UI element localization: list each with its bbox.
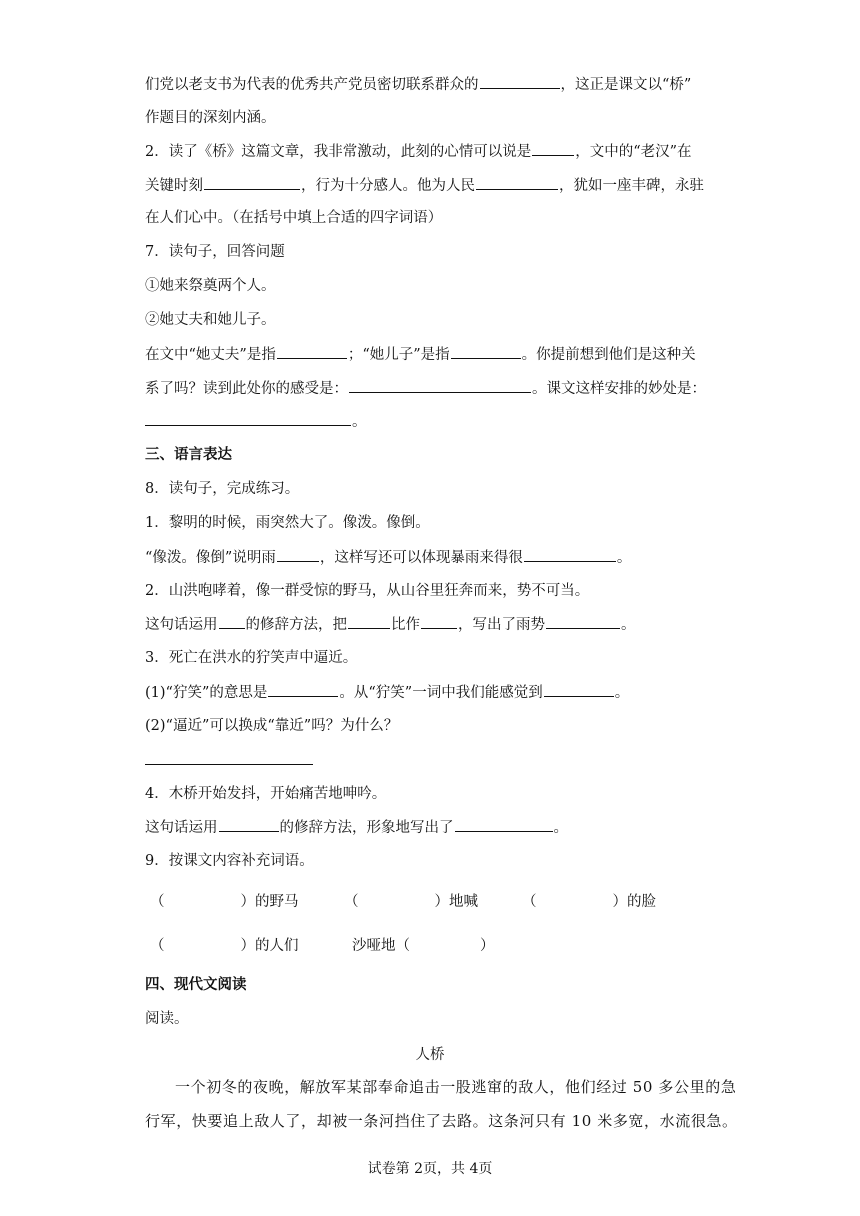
paren-close: ）: [434, 894, 449, 910]
line-text: ，文中的“老汉”在: [575, 144, 692, 160]
answer-blank[interactable]: [349, 378, 531, 393]
answer-blank[interactable]: [421, 614, 457, 629]
text-line: 3．死亡在洪水的狞笑声中逼近。: [145, 650, 358, 666]
line-text: ，写出了雨势: [458, 617, 545, 633]
paren-open: （: [150, 938, 165, 954]
line-text: ，这样写还可以体现暴雨来得很: [319, 550, 523, 566]
fill-in-item[interactable]: [344, 890, 478, 911]
text-line: [145, 344, 696, 365]
answer-blank[interactable]: [219, 817, 279, 832]
text-line: [145, 547, 631, 568]
answer-blank[interactable]: [532, 141, 574, 156]
line-text: 这句话运用: [145, 617, 218, 633]
text-line: 在人们心中。（在括号中填上合适的四字词语）: [145, 210, 443, 226]
passage-line: 一个初冬的夜晚，解放军某部奉命追击一股逃窜的敌人，他们经过 50 多公里的急: [175, 1078, 737, 1096]
answer-blank[interactable]: [480, 74, 560, 89]
text-line: [145, 175, 704, 196]
text-line: [145, 411, 367, 432]
item-text: 的脸: [627, 894, 656, 910]
line-text: (1)“狞笑”的意思是: [145, 685, 268, 701]
item-text: 的人们: [255, 938, 299, 954]
text-line: [145, 750, 314, 771]
answer-blank[interactable]: [219, 614, 245, 629]
line-text: 关键时刻: [145, 178, 203, 194]
line-text: 。从“狞笑”一词中我们能感觉到: [339, 685, 543, 701]
answer-blank[interactable]: [145, 750, 313, 765]
answer-blank[interactable]: [546, 614, 620, 629]
answer-blank[interactable]: [476, 175, 558, 190]
paren-open: （: [344, 894, 359, 910]
answer-blank[interactable]: [544, 682, 614, 697]
text-line: [145, 74, 691, 95]
line-text: 系了吗？读到此处你的感受是：: [145, 381, 348, 397]
text-line: 1．黎明的时候，雨突然大了。像泼。像倒。: [145, 515, 430, 531]
line-text: ，这正是课文以“桥”: [560, 77, 692, 93]
answer-blank[interactable]: [268, 682, 338, 697]
text-line: [145, 817, 568, 838]
fill-in-item[interactable]: [150, 890, 299, 911]
text-line: [145, 378, 706, 399]
item-text: 地喊: [449, 894, 478, 910]
text-line: ②她丈夫和她儿子。: [145, 312, 276, 328]
line-text: 在文中“她丈夫”是指: [145, 347, 276, 363]
line-text: 的修辞方法，把: [245, 617, 347, 633]
line-text: ；“她儿子”是指: [347, 347, 450, 363]
text-line: 作题目的深刻内涵。: [145, 110, 276, 126]
text-line: [145, 141, 692, 162]
line-text: 的修辞方法，形象地写出了: [279, 820, 454, 836]
page-footer: 试卷第 2页，共 4页: [367, 1161, 493, 1177]
question-heading: 9．按课文内容补充词语。: [145, 853, 314, 869]
paren-close: ）: [240, 894, 255, 910]
line-text: 。: [352, 414, 367, 430]
answer-blank[interactable]: [455, 817, 553, 832]
line-text: “像泼。像倒”说明雨: [145, 550, 276, 566]
text-line: [145, 614, 636, 635]
fill-in-item[interactable]: [150, 934, 299, 955]
text-line: 2．山洪咆哮着，像一群受惊的野马，从山谷里狂奔而来，势不可当。: [145, 583, 590, 599]
line-text: 。课文这样安排的妙处是：: [532, 381, 706, 397]
line-text: 。: [621, 617, 636, 633]
text-line: [145, 682, 629, 703]
paren-open: （: [150, 894, 165, 910]
line-text: 。: [616, 550, 632, 566]
item-text: 沙哑地（: [352, 938, 410, 954]
answer-blank[interactable]: [277, 547, 319, 562]
line-text: 们党以老支书为代表的优秀共产党员密切联系群众的: [145, 77, 479, 93]
line-text: 。: [553, 820, 568, 836]
question-heading: 8．读句子，完成练习。: [145, 481, 300, 497]
line-text: ，行为十分感人。他为人民: [301, 178, 475, 194]
line-text: 。: [614, 685, 630, 701]
text-line: 4．木桥开始发抖，开始痛苦地呻吟。: [145, 786, 387, 802]
paren-close: ）: [612, 894, 627, 910]
answer-blank[interactable]: [451, 344, 521, 359]
line-text: 比作: [391, 617, 420, 633]
line-text: 。你提前想到他们是这种关: [521, 347, 696, 363]
fill-in-item[interactable]: [352, 934, 495, 955]
section-heading: 四、现代文阅读: [145, 976, 247, 993]
paren-open: （: [522, 894, 537, 910]
passage-line: 行军，快要追上敌人了，却被一条河挡住了去路。这条河只有 10 米多宽，水流很急。: [145, 1112, 738, 1130]
line-text: 这句话运用: [145, 820, 218, 836]
text-line: 阅读。: [145, 1011, 189, 1027]
question-heading: 7．读句子，回答问题: [145, 244, 285, 260]
line-text: ，犹如一座丰碑，永驻: [559, 178, 704, 194]
text-line: ①她来祭奠两个人。: [145, 278, 276, 294]
line-text: 2．读了《桥》这篇文章，我非常激动，此刻的心情可以说是: [145, 144, 532, 160]
passage-title: 人桥: [415, 1047, 445, 1063]
text-line: (2)“逼近”可以换成“靠近”吗？为什么？: [145, 718, 399, 734]
paren-close: ）: [240, 938, 255, 954]
fill-in-item[interactable]: [522, 890, 656, 911]
answer-blank[interactable]: [277, 344, 347, 359]
answer-blank[interactable]: [524, 547, 616, 562]
answer-blank[interactable]: [204, 175, 300, 190]
item-text: 的野马: [255, 894, 299, 910]
section-heading: 三、语言表达: [145, 446, 232, 463]
paren-close: ）: [480, 938, 495, 954]
answer-blank[interactable]: [348, 614, 390, 629]
answer-blank[interactable]: [145, 411, 351, 426]
